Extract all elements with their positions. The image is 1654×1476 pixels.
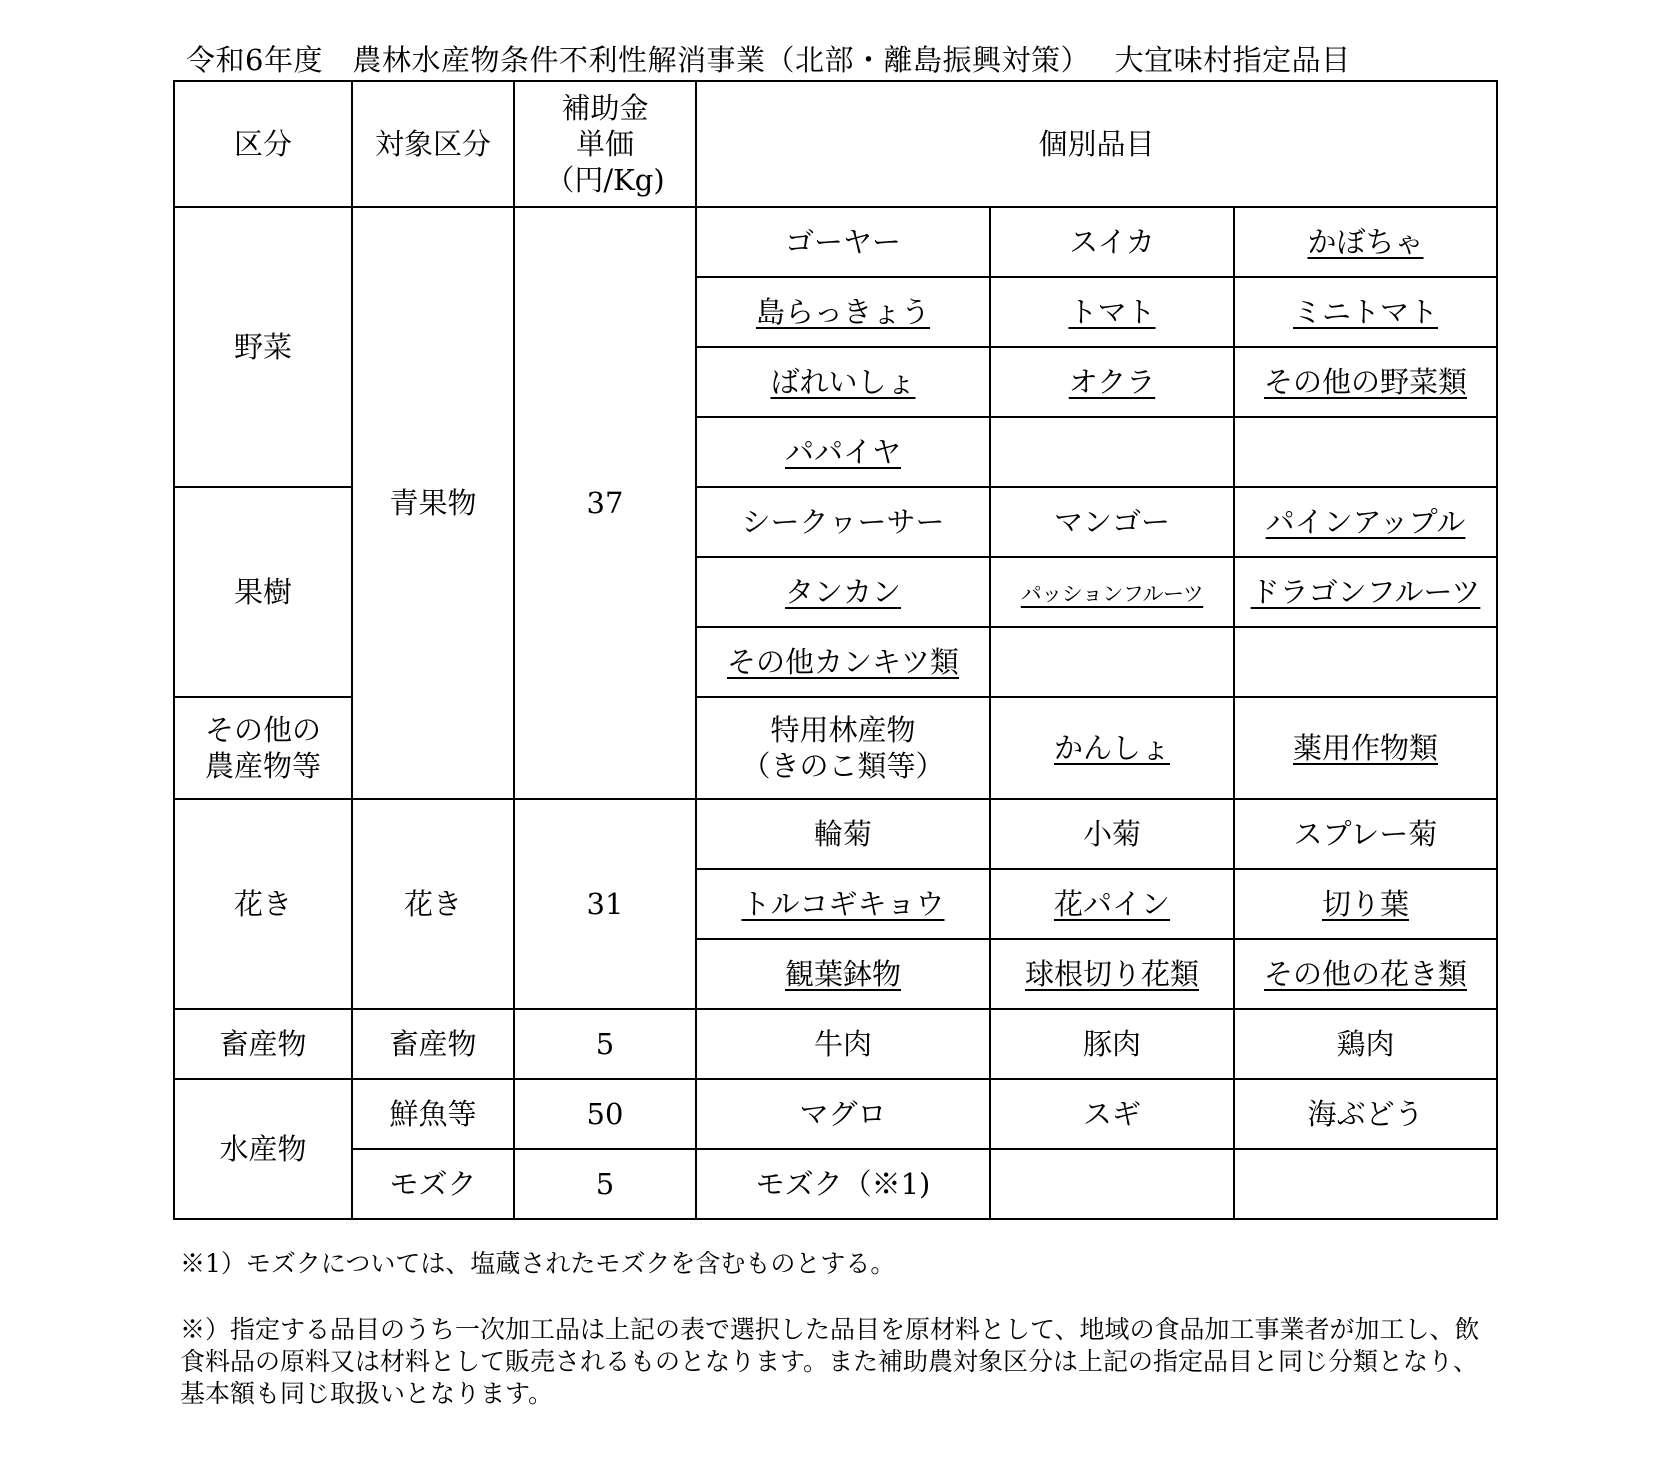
item-dragon-fruit: ドラゴンフルーツ (1250, 575, 1481, 609)
item-cell-empty (990, 1149, 1234, 1219)
footnote-mozuku: ※1）モズクについては、塩蔵されたモズクを含むものとする。 (180, 1249, 896, 1278)
item-hana-pine: 花パイン (1053, 887, 1170, 921)
item-cell (1234, 869, 1497, 939)
item-mango: マンゴー (1053, 505, 1170, 539)
target-flowers: 花き (352, 799, 514, 1009)
item-other-citrus: その他カンキツ類 (726, 645, 959, 679)
price-flowers: 31 (514, 799, 696, 1009)
price-mozuku: 5 (514, 1149, 696, 1219)
item-beef: 牛肉 (813, 1027, 872, 1061)
header-items: 個別品目 (696, 81, 1497, 207)
item-mozuku: モズク（※1) (755, 1167, 931, 1201)
item-cell (990, 1009, 1234, 1079)
item-spray-kiku: スプレー菊 (1293, 817, 1438, 851)
item-cell (696, 1079, 990, 1149)
item-cell-empty (1234, 417, 1497, 487)
header-price-line2: 単価 (575, 127, 634, 161)
category-fruit-trees: 果樹 (174, 487, 352, 697)
category-other-agri (174, 697, 352, 799)
item-cell (696, 1009, 990, 1079)
item-cell (990, 347, 1234, 417)
item-cell-empty (1234, 1149, 1497, 1219)
target-mozuku: モズク (352, 1149, 514, 1219)
item-sugi: スギ (1082, 1097, 1141, 1131)
item-suika: スイカ (1069, 225, 1155, 259)
item-cell-empty (990, 627, 1234, 697)
item-passion-fruit: パッションフルーツ (1020, 581, 1204, 606)
table-row (174, 1149, 1497, 1219)
item-cell (990, 277, 1234, 347)
item-cell (1234, 207, 1497, 277)
item-cell-empty (1234, 627, 1497, 697)
category-livestock: 畜産物 (174, 1009, 352, 1079)
item-rinkiku: 輪菊 (813, 817, 872, 851)
target-fish: 鮮魚等 (352, 1079, 514, 1149)
page-title: 令和6年度 農林水産物条件不利性解消事業（北部・離島振興対策） 大宜味村指定品目 (186, 43, 1351, 77)
table-row (174, 207, 1497, 277)
item-cell (1234, 277, 1497, 347)
header-target: 対象区分 (352, 81, 514, 207)
target-produce: 青果物 (352, 207, 514, 799)
item-forest-products-line1: 特用林産物 (770, 713, 916, 747)
price-fish: 50 (514, 1079, 696, 1149)
category-flowers: 花き (174, 799, 352, 1009)
header-price-line3: （円/Kg) (545, 163, 665, 197)
item-tuna: マグロ (799, 1097, 887, 1131)
header-row (174, 81, 1497, 207)
item-okra: オクラ (1068, 365, 1156, 399)
item-kabocha: かぼちゃ (1307, 225, 1424, 259)
item-kansho: かんしょ (1053, 731, 1170, 765)
table-row (174, 1079, 1497, 1149)
item-cell (1234, 939, 1497, 1009)
target-livestock: 畜産物 (352, 1009, 514, 1079)
category-other-line1: その他の (204, 713, 321, 747)
item-cell (990, 799, 1234, 869)
item-cell-empty (990, 417, 1234, 487)
item-pork: 豚肉 (1082, 1027, 1141, 1061)
table-row (174, 799, 1497, 869)
item-cell (696, 627, 990, 697)
item-cell (1234, 347, 1497, 417)
category-other-line2: 農産物等 (204, 749, 321, 783)
item-cell (990, 869, 1234, 939)
item-eustoma: トルコギキョウ (741, 887, 945, 921)
item-cell (696, 347, 990, 417)
item-goya: ゴーヤー (784, 225, 901, 259)
item-cell (696, 557, 990, 627)
item-cell (696, 207, 990, 277)
item-other-vegetables: その他の野菜類 (1264, 365, 1468, 399)
item-cell (990, 939, 1234, 1009)
item-cell (990, 207, 1234, 277)
item-medicinal-crops: 薬用作物類 (1293, 731, 1439, 765)
item-cell (696, 1149, 990, 1219)
item-tankan: タンカン (784, 575, 901, 609)
item-chicken: 鶏肉 (1336, 1027, 1395, 1061)
item-cell (990, 487, 1234, 557)
item-pineapple: パインアップル (1265, 505, 1466, 539)
item-cut-leaves: 切り葉 (1322, 887, 1410, 921)
item-cell (1234, 557, 1497, 627)
item-shikuwasa: シークヮーサー (741, 505, 945, 539)
item-foliage-pots: 観葉鉢物 (784, 957, 901, 991)
item-cell (1234, 1009, 1497, 1079)
header-price-line1: 補助金 (561, 91, 649, 125)
category-vegetables: 野菜 (174, 207, 352, 487)
item-cell (990, 1079, 1234, 1149)
price-produce: 37 (514, 207, 696, 799)
item-cell (1234, 487, 1497, 557)
item-cell (1234, 1079, 1497, 1149)
table-row (174, 1009, 1497, 1079)
item-shima-rakkyo: 島らっきょう (755, 295, 930, 329)
header-category: 区分 (174, 81, 352, 207)
item-cell (696, 697, 990, 799)
item-cell (990, 697, 1234, 799)
footnote-processed-goods: ※）指定する品目のうち一次加工品は上記の表で選択した品目を原材料として、地域の食品加工事業者が加工し、飲食料品の原料又は材料として販売されるものとなります。また補助農対象区分は上記の指定品目と同じ分類となり、基本額も同じ取扱いとなります。 (180, 1315, 1480, 1408)
price-livestock: 5 (514, 1009, 696, 1079)
item-kogiku: 小菊 (1082, 817, 1141, 851)
item-other-flowers: その他の花き類 (1264, 957, 1468, 991)
item-cell (990, 557, 1234, 627)
item-papaya: パパイヤ (784, 435, 901, 469)
item-cell (696, 487, 990, 557)
footnotes (180, 1248, 1480, 1410)
item-umibudo: 海ぶどう (1307, 1097, 1424, 1131)
item-forest-products-line2: （きのこ類等） (741, 749, 945, 783)
item-cell (696, 939, 990, 1009)
item-cell (1234, 799, 1497, 869)
category-marine: 水産物 (174, 1079, 352, 1219)
designated-items-table (173, 80, 1498, 1220)
item-cell (696, 277, 990, 347)
item-mini-tomato: ミニトマト (1293, 295, 1439, 329)
item-tomato: トマト (1068, 295, 1156, 329)
item-bulb-cut-flowers: 球根切り花類 (1024, 957, 1199, 991)
header-price (514, 81, 696, 207)
item-cell (696, 799, 990, 869)
item-bareisho: ばれいしょ (770, 365, 916, 399)
item-cell (696, 869, 990, 939)
item-cell (696, 417, 990, 487)
item-cell (1234, 697, 1497, 799)
